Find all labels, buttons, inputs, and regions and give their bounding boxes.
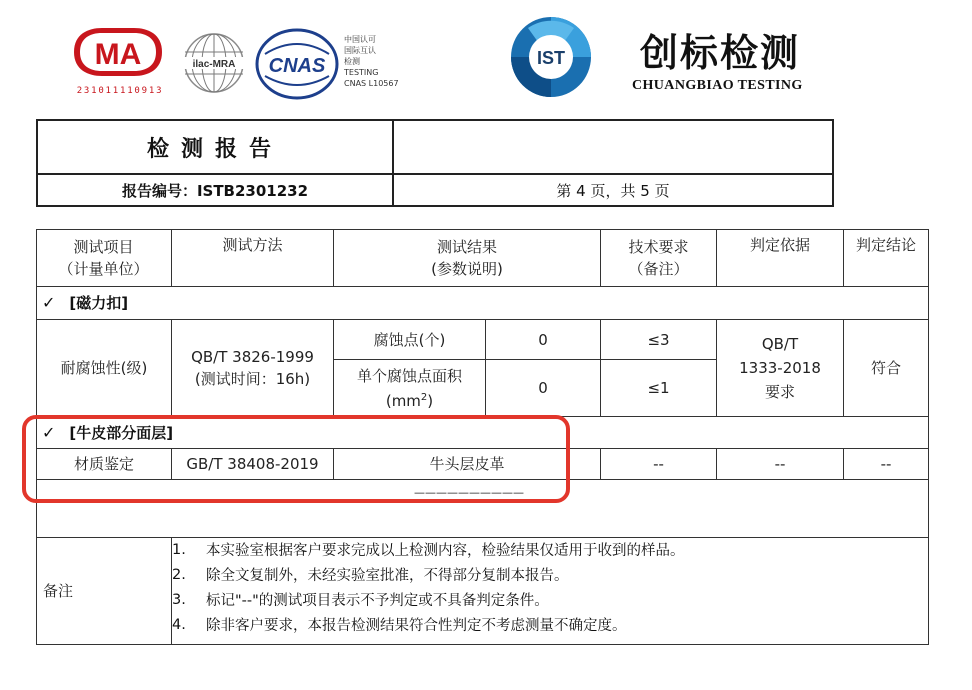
col-header-conclusion <box>844 229 928 286</box>
req-material: -- <box>653 455 664 473</box>
report-number: 报告编号：ISTB2301232 <box>38 175 394 205</box>
param-corrosion-area <box>334 360 485 416</box>
conclusion-corrosion: 符合 <box>870 359 901 377</box>
remark-text: 除全文复制外，未经实验室批准，不得部分复制本报告。 <box>206 568 569 584</box>
brand-name-en: CHUANGBIAO TESTING <box>632 78 803 93</box>
col-header-basis <box>717 229 843 286</box>
req-corrosion-area: ≤1 <box>647 379 670 397</box>
cnas-caption-line: 国际互认 <box>344 46 376 55</box>
result-material: 牛头层皮革 <box>429 455 505 473</box>
col-header-method <box>172 229 333 286</box>
col-header-test-item <box>36 229 171 286</box>
svg-text:ilac-MRA: ilac-MRA <box>192 59 236 70</box>
svg-text:CNAS: CNAS <box>268 55 326 77</box>
header-row <box>38 121 832 175</box>
col-header-result <box>334 229 600 286</box>
brand-name-cn: 创标检测 <box>640 30 801 75</box>
section-magnetic-buckle <box>42 286 128 319</box>
svg-text:IST: IST <box>536 48 566 68</box>
cnas-logo-icon <box>255 28 339 100</box>
cnas-caption <box>344 34 424 89</box>
ilac-mra-logo-icon <box>180 32 248 94</box>
checkmark-icon: ✓ <box>42 422 56 442</box>
test-item-material: 材质鉴定 <box>73 455 134 473</box>
page-info: 第 4 页，共 5 页 <box>556 181 670 200</box>
cnas-caption-line: CNAS L10567 <box>344 79 399 88</box>
basis-corrosion <box>717 320 843 416</box>
method-line: (测试时间：16h) <box>194 370 311 388</box>
report-title: 检测报告 <box>38 121 394 173</box>
remark-text: 本实验室根据客户要求完成以上检测内容，检验结果仅适用于收到的样品。 <box>206 543 685 559</box>
remark-item <box>172 587 922 612</box>
remark-number: 4. <box>172 616 186 633</box>
basis-line: QB/T <box>761 335 799 353</box>
test-method-corrosion <box>172 320 333 416</box>
remarks-list <box>172 537 922 637</box>
col-header-line: 测试结果 <box>436 237 497 256</box>
remark-number: 2. <box>172 566 186 583</box>
test-item-corrosion: 耐腐蚀性(级) <box>60 359 148 377</box>
value-corrosion-area: 0 <box>538 379 548 397</box>
header-blank-cell <box>394 121 832 173</box>
section-title: [牛皮部分面层] <box>69 423 174 442</box>
basis-material: -- <box>774 455 786 473</box>
remark-item <box>172 612 922 637</box>
param-superscript: 2 <box>420 391 428 403</box>
header-row <box>38 175 832 205</box>
param-line <box>386 387 433 412</box>
conclusion-material: -- <box>880 455 892 473</box>
param-unit-close: ) <box>427 391 434 410</box>
cnas-caption-line: TESTING <box>344 68 379 77</box>
param-line: 单个腐蚀点面积 <box>356 366 462 385</box>
col-header-line: 判定依据 <box>749 236 810 254</box>
cma-number: 231011110913 <box>76 86 164 96</box>
remark-text: 标记"--"的测试项目表示不予判定或不具备判定条件。 <box>206 593 549 609</box>
method-line: QB/T 3826-1999 <box>191 348 314 366</box>
cma-mark-icon <box>68 24 168 80</box>
param-unit: (mm <box>385 391 421 410</box>
remarks-label: 备注 <box>43 582 74 600</box>
remark-text: 除非客户要求，本报告检测结果符合性判定不考虑测量不确定度。 <box>206 618 627 634</box>
remark-item <box>172 562 922 587</box>
highlight-box <box>22 415 570 503</box>
checkmark-icon: ✓ <box>42 293 56 312</box>
remark-number: 1. <box>172 541 186 558</box>
col-header-line: （计量单位） <box>58 259 149 278</box>
param-corrosion-points: 腐蚀点(个) <box>373 330 446 349</box>
ist-logo-icon <box>508 14 594 100</box>
cnas-caption-line: 中国认可 <box>344 35 376 44</box>
end-of-data-line: —————————— <box>414 486 524 499</box>
basis-line: 1333-2018 <box>739 359 821 377</box>
cnas-caption-line: 检测 <box>344 57 360 66</box>
col-header-line: 测试项目 <box>73 237 134 256</box>
req-corrosion-points: ≤3 <box>647 330 670 349</box>
section-title: [磁力扣] <box>69 294 129 312</box>
col-header-line: （备注） <box>628 259 689 278</box>
svg-text:MA: MA <box>94 38 142 71</box>
col-header-line: 测试方法 <box>222 236 283 254</box>
col-header-line: 判定结论 <box>855 236 916 254</box>
col-header-requirement <box>601 229 716 286</box>
col-header-line: 技术要求 <box>628 237 689 256</box>
basis-line: 要求 <box>764 383 795 401</box>
col-header-line: (参数说明) <box>431 259 503 278</box>
remark-item <box>172 537 922 562</box>
value-corrosion-points: 0 <box>538 330 548 349</box>
logo-bar <box>0 0 972 110</box>
test-method-material: GB/T 38408-2019 <box>186 455 319 473</box>
remark-number: 3. <box>172 591 186 608</box>
cma-logo <box>68 24 178 104</box>
report-header-table <box>36 119 834 207</box>
